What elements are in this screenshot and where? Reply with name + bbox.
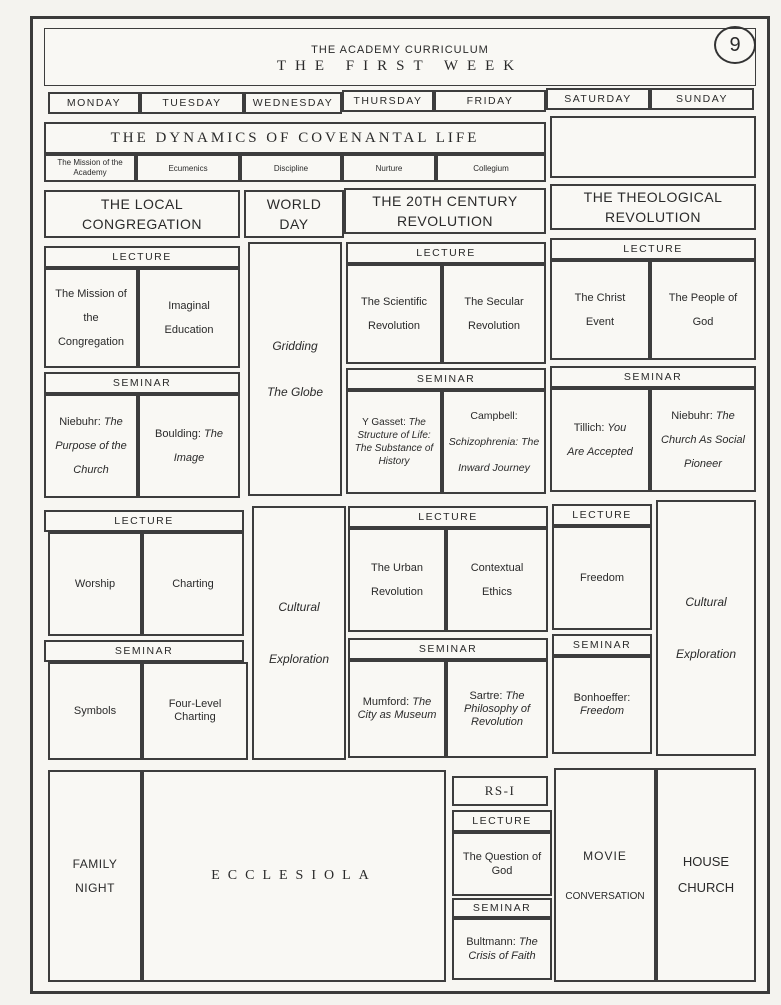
lecture-label-theo: LECTURE [550,238,756,260]
bonhoeffer-author: Bonhoeffer: [573,692,631,704]
freedom-text: Freedom [579,572,625,584]
people-god-text: The People of God [668,292,738,328]
dynamics-topic-ecumenics-text: Ecumenics [168,163,208,173]
cell-question-of-god [452,832,552,896]
page-number [714,26,756,64]
cell-bonhoeffer [552,656,652,754]
cell-worship [48,532,142,636]
cell-bonhoeffer-text [562,692,642,718]
niebuhr1-author: Niebuhr: [59,416,101,428]
header-line1: THE ACADEMY CURRICULUM [311,43,489,56]
bonhoeffer-title: Freedom [579,705,625,717]
cell-boulding [143,422,235,470]
weekend-blank-box [550,116,756,178]
cell-niebuhr-purpose [44,394,138,498]
cell-tillich [550,388,650,492]
dynamics-topic-mission-text: The Mission of the Academy [57,158,123,177]
cell-gasset [346,390,442,494]
lecture-label-tf2: LECTURE [348,506,548,528]
tillich-author: Tillich: [573,422,605,434]
movie-text: MOVIE [583,848,627,863]
lecture-label-sat2: LECTURE [552,504,652,526]
cell-contextual-ethics [446,528,548,632]
cultural-exploration-sun-text: Cultural Exploration [675,595,737,661]
day-wednesday: WEDNESDAY [244,92,342,114]
dynamics-topic-nurture-text: Nurture [375,163,403,173]
boulding-author: Boulding: [155,428,201,440]
cell-cultural-exploration-wed [252,506,346,760]
dynamics-topic-nurture [342,154,436,182]
lecture-label-fri3: LECTURE [452,810,552,832]
cell-boulding-image [138,394,240,498]
rs-i-label: RS-I [452,776,548,806]
cell-mission-congregation-text: The Mission of the Congregation [55,288,127,348]
cell-freedom [552,526,652,630]
dynamics-title-text: THE DYNAMICS OF COVENANTAL LIFE [110,129,480,146]
worship-text: Worship [74,578,116,590]
cell-movie-conversation [554,768,656,982]
section-theological [550,184,756,230]
cell-scientific-revolution [346,264,442,364]
cell-bultmann-text [457,935,547,963]
house-church-text: HOUSE CHURCH [677,854,735,895]
mumford-author: Mumford: [362,696,410,708]
dynamics-topic-discipline [240,154,342,182]
seminar-label-theo: SEMINAR [550,366,756,388]
seminar-label-sat2: SEMINAR [552,634,652,656]
seminar-label-mt2: SEMINAR [44,640,244,662]
day-sunday: SUNDAY [650,88,754,110]
cell-cultural-exploration-sun [656,500,756,756]
cell-tillich-text [565,416,635,464]
urban-text: The Urban Revolution [371,562,423,598]
secular-text: The Secular Revolution [464,296,524,332]
cell-people-of-god [650,260,756,360]
cell-bultmann [452,918,552,980]
seminar-label-fri3: SEMINAR [452,898,552,918]
section-world-day-text: WORLD DAY [266,196,322,232]
cell-urban-revolution [348,528,446,632]
header-box [44,28,756,86]
cell-mission-congregation [44,268,138,368]
bultmann-author: Bultmann: [466,936,516,948]
gridding-text: Gridding The Globe [266,339,324,399]
cell-charting [142,532,244,636]
gasset-author: Y Gasset: [362,417,406,428]
cell-secular-revolution [442,264,546,364]
cell-niebuhr2-text [655,404,751,476]
cell-family-night [48,770,142,982]
niebuhr2-author: Niebuhr: [671,410,713,422]
cell-symbols [48,662,142,760]
seminar-label-tf2: SEMINAR [348,638,548,660]
ecclesiola-text: ECCLESIOLA [211,868,377,883]
section-local-congregation [44,190,240,238]
scientific-text: The Scientific Revolution [360,296,428,332]
lecture-label-local: LECTURE [44,246,240,268]
campbell-title: Schizophrenia: The Inward Journey [448,436,540,474]
cell-sartre [446,660,548,758]
day-monday: MONDAY [48,92,140,114]
day-tuesday: TUESDAY [140,92,244,114]
bultmann-title: The Crisis of Faith [468,936,538,962]
section-20th-text: THE 20TH CENTURY REVOLUTION [372,193,518,229]
lecture-label-mt2: LECTURE [44,510,244,532]
cell-house-church [656,768,756,982]
cell-campbell-text [445,403,543,481]
cell-gasset-text [351,416,437,468]
gasset-title: The Structure of Life: The Substance of History [354,417,434,467]
day-thursday: THURSDAY [342,90,434,112]
cell-four-level [142,662,248,760]
day-saturday: SATURDAY [546,88,650,110]
seminar-label-20th: SEMINAR [346,368,546,390]
cell-campbell [442,390,546,494]
cell-gridding-globe [248,242,342,496]
four-level-text: Four-Level Charting [168,698,222,723]
tillich-title: You Are Accepted [567,422,633,458]
section-theo-text: THE THEOLOGICAL REVOLUTION [583,189,723,225]
cell-mumford-text [353,696,441,722]
day-friday: FRIDAY [434,90,546,112]
charting-text: Charting [172,578,214,590]
boulding-title: The Image [173,428,223,464]
christ-event-text: The Christ Event [574,292,626,328]
symbols-text: Symbols [73,705,117,717]
dynamics-topic-mission [44,154,136,182]
cell-ecclesiola [142,770,446,982]
cell-christ-event [550,260,650,360]
cell-imaginal-education [138,268,240,368]
dynamics-title [44,122,546,154]
mumford-title: The City as Museum [357,696,437,721]
cell-niebuhr-pioneer [650,388,756,492]
seminar-label-local: SEMINAR [44,372,240,394]
cell-niebuhr1 [49,410,133,482]
dynamics-topic-ecumenics [136,154,240,182]
campbell-author: Campbell: [470,410,518,422]
dynamics-topic-discipline-text: Discipline [273,163,309,173]
header-line2: THE FIRST WEEK [276,57,524,74]
dynamics-topic-collegium-text: Collegium [473,163,509,173]
cultural-exploration-wed-text: Cultural Exploration [268,600,330,666]
sartre-author: Sartre: [469,689,503,702]
niebuhr2-title: The Church As Social Pioneer [661,410,745,470]
section-local-text: THE LOCAL CONGREGATION [81,196,203,232]
cell-sartre-text [455,690,539,729]
section-20th-century [344,188,546,234]
niebuhr1-title: The Purpose of the Church [55,416,127,476]
section-world-day [244,190,344,238]
page-number-text: 9 [729,33,741,56]
cell-mumford [348,660,446,758]
conversation-text: CONVERSATION [565,890,645,902]
family-night-text: FAMILY NIGHT [72,857,118,895]
question-god-text: The Question of God [462,851,542,877]
sartre-title: The Philosophy of Revolution [463,689,531,728]
lecture-label-20th: LECTURE [346,242,546,264]
contextual-text: Contextual Ethics [470,562,524,598]
cell-imaginal-text: Imaginal Education [164,300,214,336]
dynamics-topic-collegium [436,154,546,182]
